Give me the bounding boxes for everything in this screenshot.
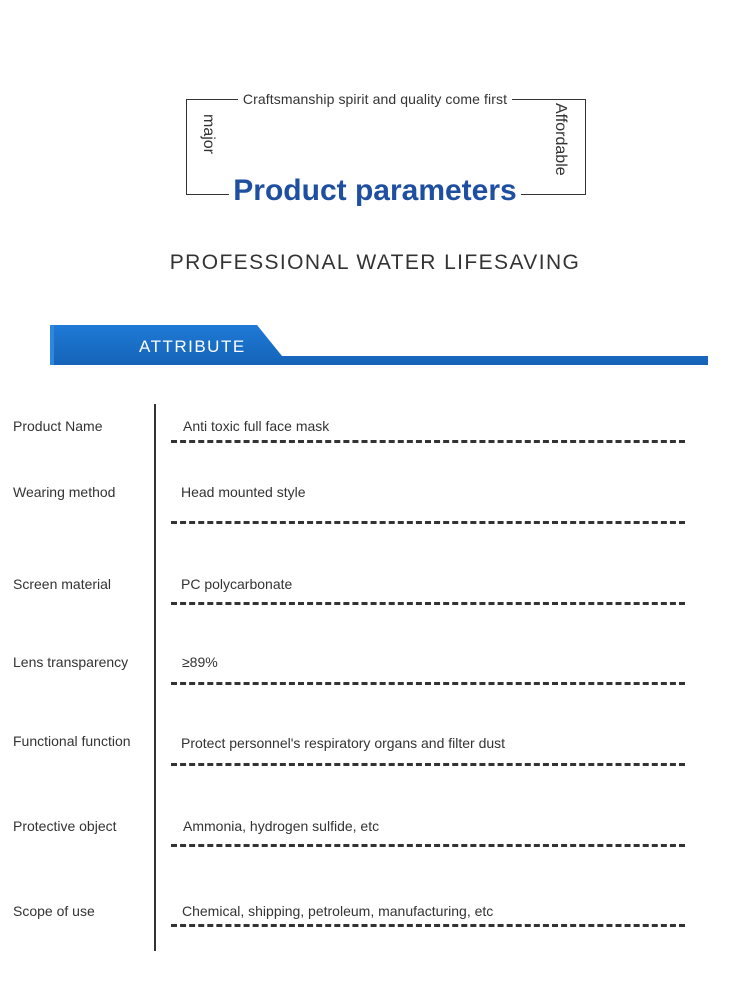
attribute-value: Ammonia, hydrogen sulfide, etc [183, 818, 380, 834]
column-divider [154, 404, 156, 951]
attribute-label: Scope of use [13, 903, 95, 919]
attribute-label: Wearing method [13, 484, 116, 500]
row-dash [171, 763, 685, 766]
row-dash [171, 521, 685, 524]
attribute-label: Screen material [13, 576, 112, 592]
attribute-value: Protect personnel's respiratory organs and filter dust [181, 735, 506, 751]
attribute-label: Product Name [13, 418, 103, 434]
attribute-label: Protective object [13, 818, 117, 834]
attribute-value: ≥89% [182, 654, 218, 670]
tagline: Craftsmanship spirit and quality come first [238, 91, 512, 107]
row-dash [171, 844, 685, 847]
attribute-value: Chemical, shipping, petroleum, manufacturing, etc [182, 903, 494, 919]
tagline-row [0, 91, 750, 109]
row-dash [171, 602, 685, 605]
banner-edge [50, 325, 54, 365]
row-dash [171, 924, 685, 927]
attribute-banner [50, 325, 708, 367]
page-title: Product parameters [229, 174, 520, 207]
attribute-value: Head mounted style [181, 484, 306, 500]
title-row [0, 174, 750, 208]
left-vertical-text: major [200, 114, 217, 155]
attribute-label: Functional function [13, 733, 131, 749]
attribute-label: Lens transparency [13, 654, 129, 670]
page-subtitle: PROFESSIONAL WATER LIFESAVING [169, 251, 581, 274]
attribute-value: PC polycarbonate [181, 576, 293, 592]
row-dash [171, 682, 685, 685]
attribute-value: Anti toxic full face mask [183, 418, 330, 434]
row-dash [171, 440, 685, 443]
right-vertical-text: Affordable [552, 103, 569, 176]
banner-label: ATTRIBUTE [139, 337, 246, 356]
